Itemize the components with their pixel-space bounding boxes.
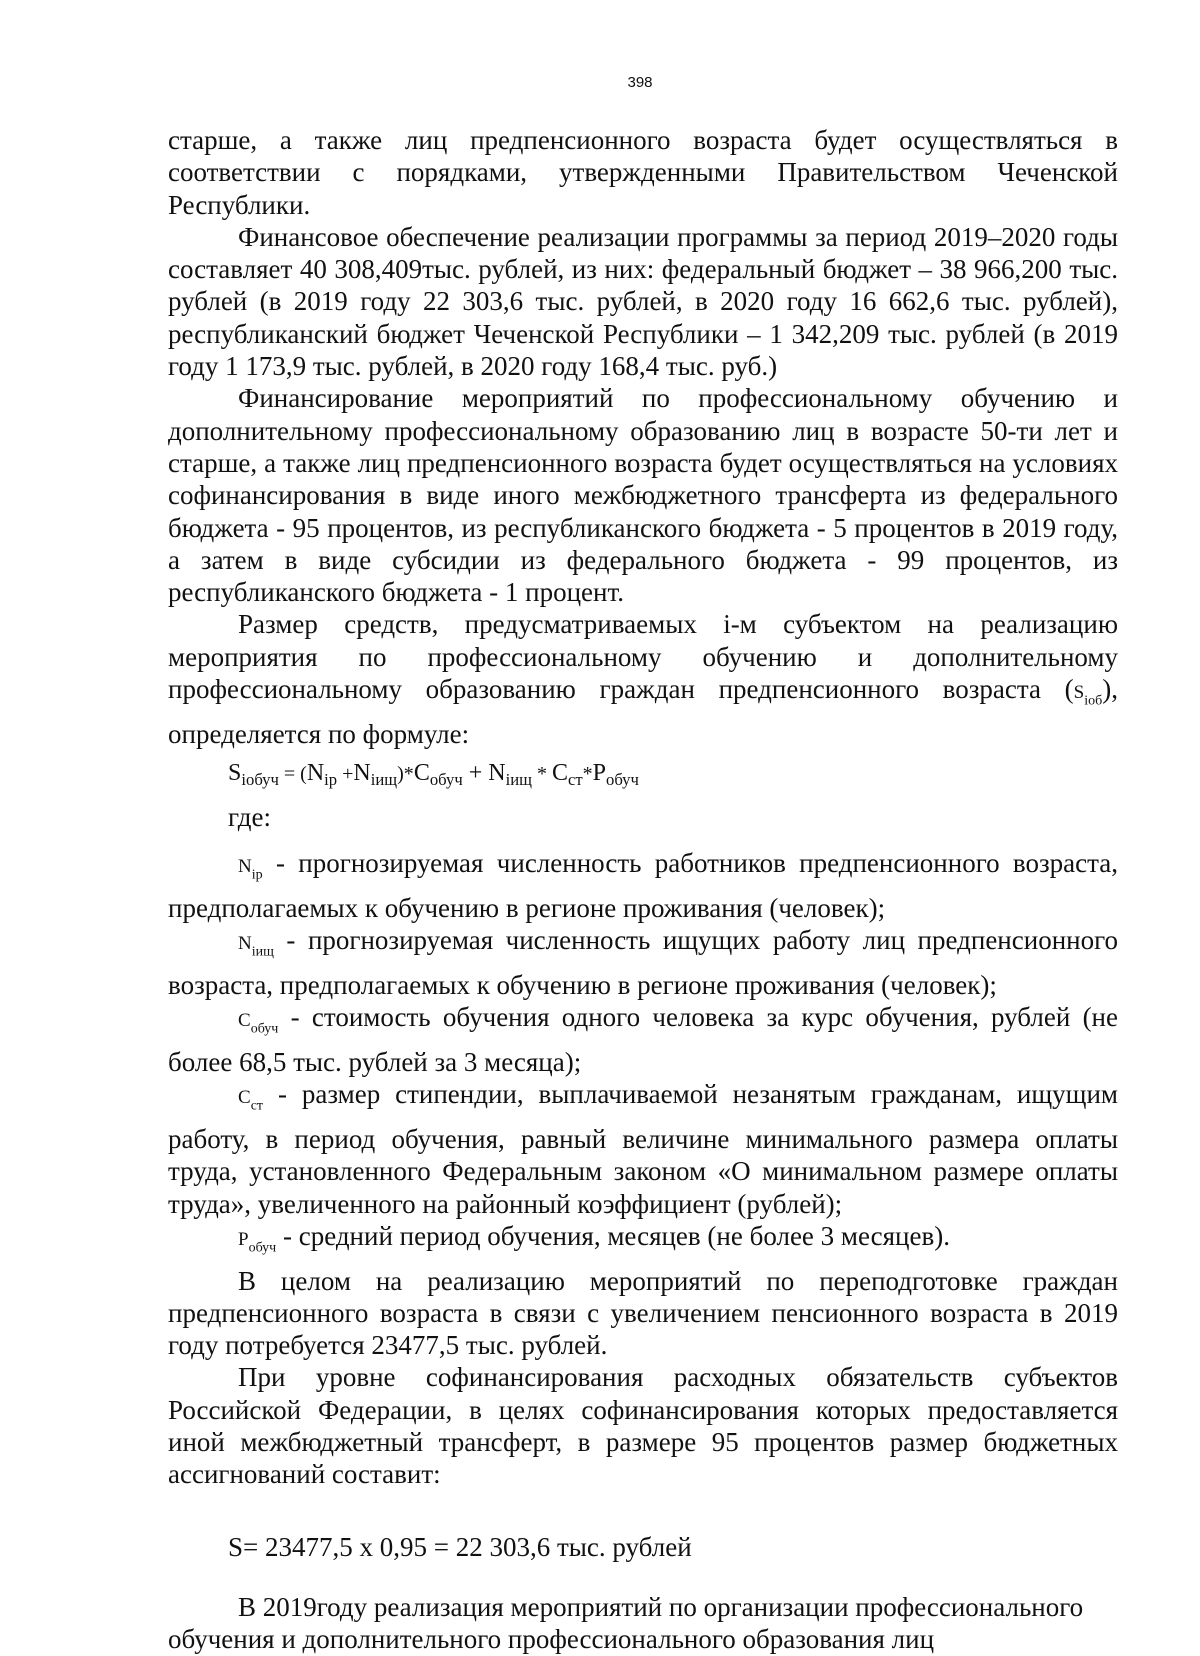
formula-intro-text-end: ), определяется по формуле: [168,674,1118,749]
definition-text: - размер стипендии, выплачиваемой незанятым гражданам, ищущим работу, в период обучения, равный величине минимального размера оплаты труда, установленного Федеральным законом «О минимальном размере оплаты труда», увеличенного на районный коэффициент (рублей); [168,1079,1118,1219]
formula-plus-2: + [462,760,489,787]
definition-n-ip [168,847,1118,924]
formula-result: S= 23477,5 х 0,95 = 22 303,6 тыс. рублей [228,1531,692,1562]
formula-mul: * [531,763,552,786]
definition-symbol: C [238,1010,251,1032]
paragraph-total-required: В целом на реализацию мероприятий по переподготовке граждан предпенсионного возраста в связи с увеличением пенсионного возраста в 2019 году потребуется 23477,5 тыс. рублей. [168,1265,1118,1361]
paragraph-cofinancing-terms: Финансирование мероприятий по профессиональному обучению и дополнительному профессиональному образованию лиц в возрасте 50-ти лет и старше, а также лиц предпенсионного возраста будет осуществляться на условиях софинансирования в виде иного межбюджетного трансферта из федерального бюджета - 95 процентов, из республиканского бюджета - 5 процентов в 2019 году, а затем в виде субсидии из федерального бюджета - 99 процентов, из республиканского бюджета - 1 процент. [168,383,1118,608]
definition-c-st [168,1078,1118,1220]
document-body [168,124,1118,1656]
formula-n-iishch-2: N [488,760,506,787]
definition-symbol: N [238,933,252,955]
definition-text: - прогнозируемая численность работников предпенсионного возраста, предполагаемых к обучению в регионе проживания (человек); [168,848,1118,924]
formula-n-iishch-2-subscript: iищ [505,770,532,790]
formula-n-iishch-subscript: iищ [370,770,398,790]
formula-c-st-subscript: ст [567,770,583,790]
formula-mul-2: * [582,763,593,786]
paragraph-formula-intro [168,608,1118,750]
formula-intro-text-start: Размер средств, предусматриваемых i-м субъектом на реализацию мероприятия по профессиональному обучению и дополнительному профессиональному образованию граждан предпенсионного возраста ( [168,609,1118,705]
formula-n-ip: N [306,760,325,787]
formula-close-mul: )* [397,763,414,786]
formula-main [168,758,1118,795]
definition-text: - стоимость обучения одного человека за курс обучения, рублей (не более 68,5 тыс. рублей за 3 месяца); [168,1002,1118,1077]
paragraph-last-line-1: В 2019году реализация мероприятий по организации профессионального [238,1591,1084,1622]
page-number: 398 [627,74,653,91]
definition-subscript: iищ [251,944,274,960]
paragraph-cofinancing-level: При уровне софинансирования расходных обязательств субъектов Российской Федерации, в целях софинансирования которых предоставляется иной межбюджетный трансферт, в размере 95 процентов размер бюджетных ассигнований составит: [168,1362,1118,1490]
definition-subscript: ст [250,1098,264,1114]
definition-subscript: обуч [250,1021,279,1037]
definition-symbol: P [238,1228,249,1250]
definition-subscript: ip [251,867,263,883]
definition-c-obuch [168,1001,1118,1078]
formula-intro-symbol-subscript: iоб [1084,693,1103,709]
definition-text: - прогнозируемая численность ищущих работу лиц предпенсионного возраста, предполагаемых к обучению в регионе проживания (человек); [168,925,1118,1000]
where-label: где: [228,802,271,833]
formula-c-st: C [551,760,568,787]
definition-p-obuch [168,1220,1118,1265]
formula-p-obuch-subscript: обуч [606,770,639,790]
definition-n-iishch [168,924,1118,1001]
paragraph-continuation: старше, а также лиц предпенсионного возраста будет осуществляться в соответствии с порядками, утвержденными Правительством Чеченской Республики. [168,125,1118,220]
definition-symbol: N [238,856,252,878]
formula-eq-open: = ( [278,763,307,786]
formula-c-obuch: C [413,760,430,787]
formula-plus: + [337,763,354,786]
formula-n-ip-subscript: ip [324,770,338,790]
formula-n-iishch: N [353,760,371,787]
paragraph-last-line-2: обучения и дополнительного профессионального образования лиц [168,1624,935,1655]
formula-intro-symbol: S [1073,682,1085,704]
formula-p-obuch: P [592,760,607,787]
formula-lhs-symbol: S [228,760,242,787]
paragraph-financing-total: Финансовое обеспечение реализации программы за период 2019–2020 годы составляет 40 308,409тыс. рублей, из них: федеральный бюджет – 38 966,200 тыс. рублей (в 2019 году 22 303,6 тыс. рублей, в 2020 году 16 662,6 тыс. рублей), республиканский бюджет Чеченской Республики – 1 342,209 тыс. рублей (в 2019 году 1 173,9 тыс. рублей, в 2020 году 168,4 тыс. руб.) [168,221,1118,382]
definition-subscript: обуч [248,1240,277,1256]
formula-lhs-subscript: iобуч [241,770,279,790]
formula-c-obuch-subscript: обуч [429,770,463,790]
definition-text: - средний период обучения, месяцев (не более 3 месяцев). [276,1220,950,1251]
definition-symbol: C [238,1087,251,1109]
